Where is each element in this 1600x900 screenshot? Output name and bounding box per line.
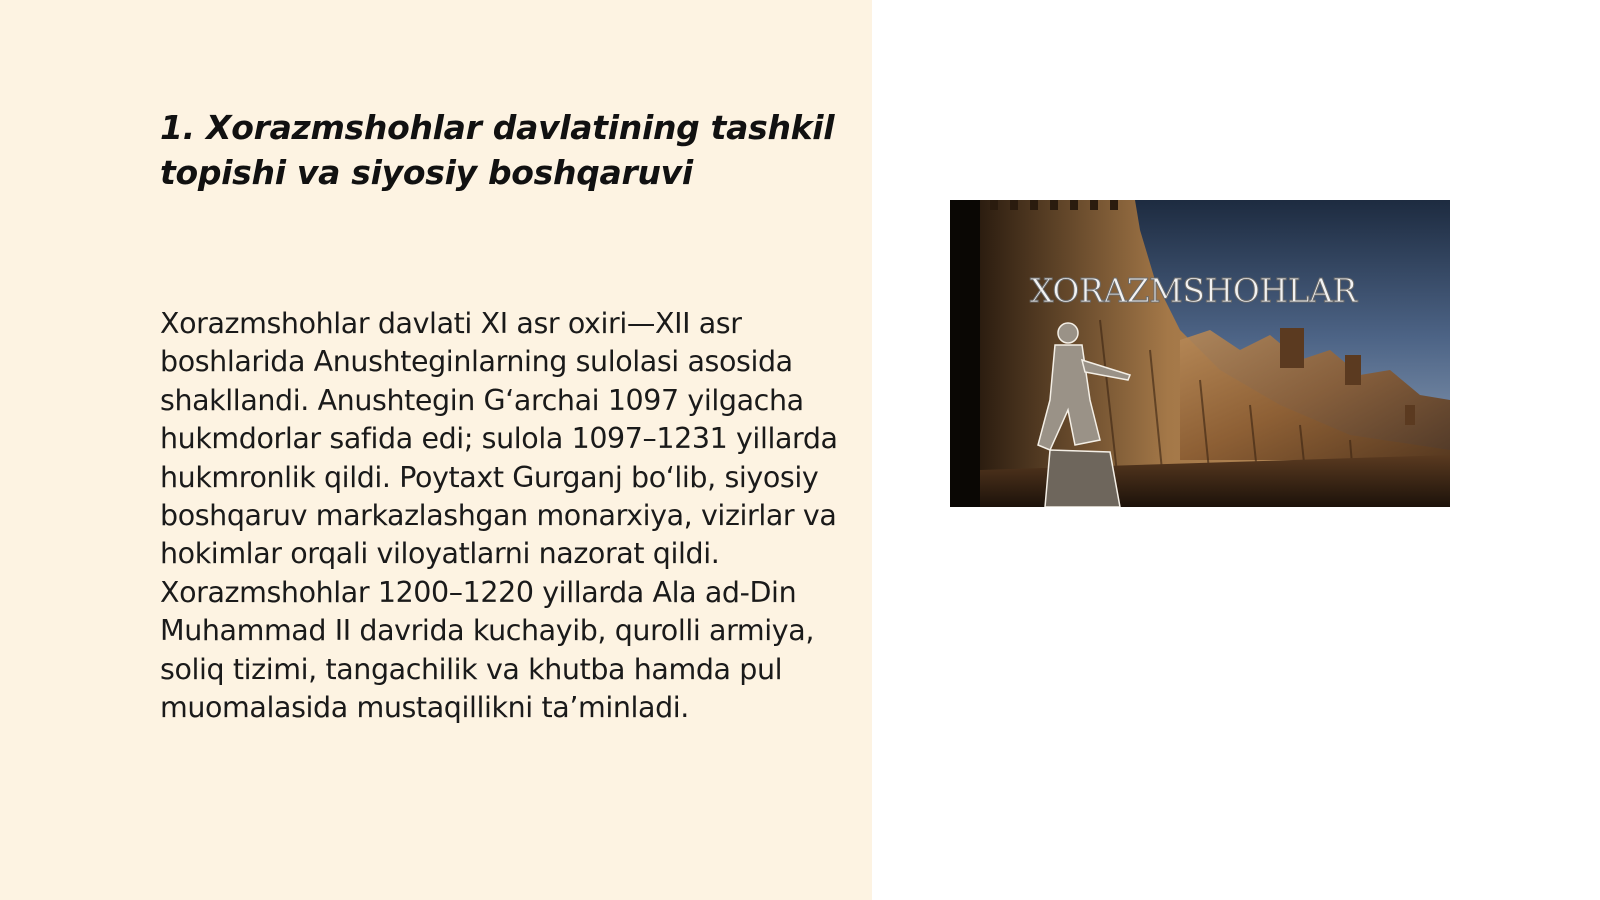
- slide-body-text: Xorazmshohlar davlati XI asr oxiri—XII asr boshlarida Anushteginlarning sulolasi asosida shakllandi. Anushtegin G‘archai 1097 yilgacha hukmdorlar safida edi; sulola 1097–1231 yillarda hukmronlik qildi. Poytaxt Gurganj bo‘lib, siyosiy boshqaruv markazlashgan monarxiya, vizirlar va hokimlar orqali viloyatlarni nazorat qildi. Xorazmshohlar 1200–1220 yillarda Ala ad-Din Muhammad II davrida kuchayib, qurolli armiya, soliq tizimi, tangachilik va khutba hamda pul muomalasida mustaqillikni ta’minladi.: [160, 307, 838, 725]
- khorezm-fortress-image: [950, 200, 1450, 507]
- slide-title: 1. Xorazmshohlar davlatining tashkil topishi va siyosiy boshqaruvi: [160, 108, 835, 192]
- image-caption-text: XORAZMSHOHLAR: [1030, 271, 1357, 310]
